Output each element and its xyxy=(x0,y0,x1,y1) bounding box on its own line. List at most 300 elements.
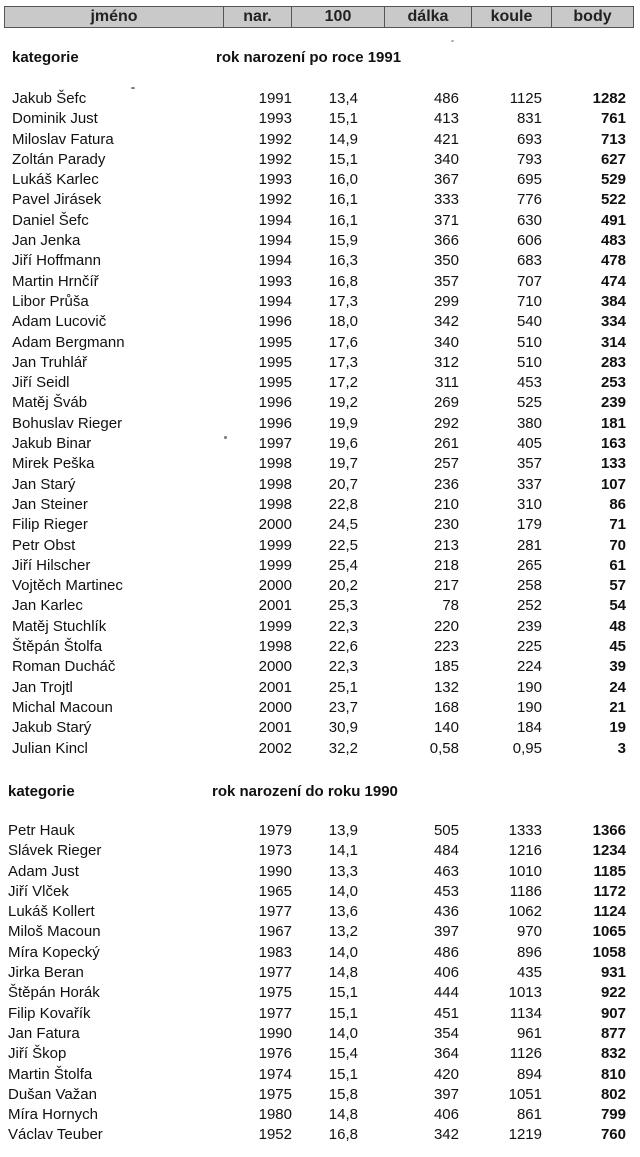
points-total: 799 xyxy=(600,1106,626,1124)
athlete-name: Míra Hornych xyxy=(8,1106,99,1124)
shot-put-value: 1134 xyxy=(509,1004,542,1022)
birth-year: 1994 xyxy=(258,252,292,270)
scan-speck xyxy=(224,436,227,439)
points-total: 478 xyxy=(600,252,626,270)
long-jump-value: 236 xyxy=(433,475,459,493)
athlete-name: Jan Steiner xyxy=(12,495,88,513)
table-row xyxy=(0,1066,640,1086)
sprint-time: 25,1 xyxy=(328,678,358,696)
sprint-time: 19,9 xyxy=(328,414,358,432)
birth-year: 1999 xyxy=(258,556,292,574)
birth-year: 1998 xyxy=(258,638,292,656)
athlete-name: Jan Starý xyxy=(12,475,76,493)
table-row xyxy=(0,557,640,577)
athlete-name: Míra Kopecký xyxy=(8,943,100,961)
shot-put-value: 793 xyxy=(516,150,542,168)
points-total: 86 xyxy=(609,495,626,513)
athlete-name: Roman Ducháč xyxy=(12,658,116,676)
table-row xyxy=(0,964,640,984)
long-jump-value: 421 xyxy=(433,130,459,148)
header-100m: 100 xyxy=(292,6,385,28)
long-jump-value: 397 xyxy=(433,923,459,941)
points-total: 1172 xyxy=(593,882,626,900)
birth-year: 2000 xyxy=(258,698,292,716)
shot-put-value: 510 xyxy=(516,353,542,371)
shot-put-value: 695 xyxy=(516,171,542,189)
athlete-name: Štěpán Horák xyxy=(8,984,100,1002)
birth-year: 2000 xyxy=(258,577,292,595)
long-jump-value: 0,58 xyxy=(429,739,459,757)
birth-year: 1995 xyxy=(258,374,292,392)
table-row xyxy=(0,658,640,678)
sprint-time: 15,1 xyxy=(328,150,358,168)
sprint-time: 24,5 xyxy=(328,516,358,534)
sprint-time: 17,3 xyxy=(328,292,358,310)
points-total: 1282 xyxy=(592,90,626,107)
shot-put-value: 1216 xyxy=(508,842,542,860)
sprint-time: 15,1 xyxy=(328,1004,358,1022)
athlete-name: Štěpán Štolfa xyxy=(12,638,103,656)
birth-year: 1990 xyxy=(258,862,292,880)
points-total: 253 xyxy=(600,374,626,392)
shot-put-value: 252 xyxy=(516,597,542,615)
long-jump-value: 311 xyxy=(435,374,459,392)
athlete-name: Václav Teuber xyxy=(8,1126,103,1144)
sprint-time: 13,2 xyxy=(328,923,358,941)
table-row xyxy=(0,923,640,943)
table-row xyxy=(0,984,640,1004)
table-row xyxy=(0,476,640,496)
shot-put-value: 776 xyxy=(516,191,542,209)
points-total: 922 xyxy=(600,984,626,1002)
shot-put-value: 1219 xyxy=(508,1126,542,1144)
table-row xyxy=(0,1045,640,1065)
long-jump-value: 354 xyxy=(433,1024,459,1042)
athlete-name: Martin Hrnčíř xyxy=(12,272,99,290)
shot-put-value: 310 xyxy=(516,495,542,513)
points-total: 522 xyxy=(600,191,626,209)
birth-year: 1977 xyxy=(258,964,292,982)
shot-put-value: 435 xyxy=(516,964,542,982)
points-total: 57 xyxy=(609,577,626,595)
table-row xyxy=(0,537,640,557)
shot-put-value: 357 xyxy=(516,455,542,473)
points-total: 19 xyxy=(609,719,626,737)
birth-year: 1991 xyxy=(258,90,292,107)
shot-put-value: 1333 xyxy=(508,822,542,839)
long-jump-value: 406 xyxy=(433,1106,459,1124)
long-jump-value: 333 xyxy=(433,191,459,209)
points-total: 384 xyxy=(600,292,626,310)
long-jump-value: 342 xyxy=(433,313,459,331)
sprint-time: 22,6 xyxy=(328,638,358,656)
athlete-name: Jan Karlec xyxy=(12,597,83,615)
points-total: 48 xyxy=(609,617,626,635)
birth-year: 1994 xyxy=(258,232,292,250)
athlete-name: Jakub Šefc xyxy=(12,90,87,107)
header-name: jméno xyxy=(4,6,224,28)
long-jump-value: 436 xyxy=(433,903,459,921)
birth-year: 1993 xyxy=(258,272,292,290)
table-row xyxy=(0,1126,640,1146)
sprint-time: 17,2 xyxy=(328,374,358,392)
long-jump-value: 364 xyxy=(433,1045,459,1063)
table-row xyxy=(0,618,640,638)
shot-put-value: 380 xyxy=(516,414,542,432)
points-total: 61 xyxy=(609,556,626,574)
athlete-name: Jan Jenka xyxy=(12,232,81,250)
birth-year: 1975 xyxy=(258,1085,292,1103)
long-jump-value: 357 xyxy=(433,272,459,290)
long-jump-value: 366 xyxy=(433,232,459,250)
shot-put-value: 630 xyxy=(516,211,542,229)
points-total: 3 xyxy=(617,739,626,757)
table-row xyxy=(0,903,640,923)
shot-put-value: 179 xyxy=(516,516,542,534)
points-total: 54 xyxy=(609,597,626,615)
long-jump-value: 78 xyxy=(442,597,459,615)
athlete-name: Jirka Beran xyxy=(8,964,84,982)
birth-year: 1994 xyxy=(258,211,292,229)
long-jump-value: 451 xyxy=(433,1004,459,1022)
sprint-time: 13,6 xyxy=(328,903,358,921)
table-row xyxy=(0,415,640,435)
table-header xyxy=(4,6,634,28)
shot-put-value: 693 xyxy=(516,130,542,148)
table-row xyxy=(0,293,640,313)
points-total: 761 xyxy=(600,110,626,128)
athlete-name: Jiří Hoffmann xyxy=(12,252,101,270)
sprint-time: 25,4 xyxy=(328,556,358,574)
athlete-name: Adam Lucovič xyxy=(12,313,107,331)
birth-year: 2002 xyxy=(258,739,292,757)
sprint-time: 14,0 xyxy=(328,943,358,961)
long-jump-value: 312 xyxy=(433,353,459,371)
long-jump-value: 463 xyxy=(433,862,459,880)
long-jump-value: 217 xyxy=(433,577,459,595)
sprint-time: 19,6 xyxy=(328,435,358,453)
points-total: 1065 xyxy=(592,923,626,941)
birth-year: 1977 xyxy=(258,903,292,921)
table-row xyxy=(0,1025,640,1045)
long-jump-value: 505 xyxy=(433,822,459,839)
athlete-name: Mirek Peška xyxy=(12,455,95,473)
long-jump-value: 257 xyxy=(433,455,459,473)
table-row xyxy=(0,1005,640,1025)
table-row xyxy=(0,212,640,232)
points-total: 45 xyxy=(609,638,626,656)
points-total: 71 xyxy=(609,516,626,534)
long-jump-value: 140 xyxy=(433,719,459,737)
table-row xyxy=(0,171,640,191)
birth-year: 1990 xyxy=(258,1024,292,1042)
shot-put-value: 225 xyxy=(516,638,542,656)
sprint-time: 20,2 xyxy=(328,577,358,595)
sprint-time: 13,9 xyxy=(328,822,358,839)
athlete-name: Dušan Važan xyxy=(8,1085,97,1103)
points-total: 491 xyxy=(600,211,626,229)
points-total: 1185 xyxy=(593,862,626,880)
shot-put-value: 190 xyxy=(516,678,542,696)
shot-put-value: 405 xyxy=(516,435,542,453)
points-total: 760 xyxy=(600,1126,626,1144)
birth-year: 1979 xyxy=(258,822,292,839)
points-total: 810 xyxy=(600,1065,626,1083)
points-total: 907 xyxy=(600,1004,626,1022)
points-total: 181 xyxy=(600,414,626,432)
athlete-name: Adam Bergmann xyxy=(12,333,125,351)
shot-put-value: 258 xyxy=(516,577,542,595)
long-jump-value: 484 xyxy=(433,842,459,860)
header-born: nar. xyxy=(224,6,292,28)
birth-year: 1967 xyxy=(258,923,292,941)
header-shot-put: koule xyxy=(472,6,552,28)
sprint-time: 16,1 xyxy=(328,211,358,229)
birth-year: 1992 xyxy=(258,150,292,168)
table-row xyxy=(0,842,640,862)
long-jump-value: 486 xyxy=(433,943,459,961)
points-total: 24 xyxy=(609,678,626,696)
shot-put-value: 1013 xyxy=(508,984,542,1002)
points-total: 627 xyxy=(600,150,626,168)
birth-year: 1976 xyxy=(258,1045,292,1063)
sprint-time: 14,8 xyxy=(328,964,358,982)
birth-year: 2000 xyxy=(258,658,292,676)
long-jump-value: 406 xyxy=(433,964,459,982)
shot-put-value: 1125 xyxy=(509,90,542,107)
sprint-time: 13,3 xyxy=(328,862,358,880)
shot-put-value: 190 xyxy=(516,698,542,716)
section2-category-label: kategorie xyxy=(8,783,75,800)
header-points: body xyxy=(552,6,634,28)
birth-year: 1993 xyxy=(258,171,292,189)
sprint-time: 16,3 xyxy=(328,252,358,270)
sprint-time: 19,2 xyxy=(328,394,358,412)
athlete-name: Jan Truhlář xyxy=(12,353,88,371)
long-jump-value: 218 xyxy=(433,556,459,574)
shot-put-value: 831 xyxy=(516,110,542,128)
table-row xyxy=(0,719,640,739)
shot-put-value: 683 xyxy=(516,252,542,270)
sprint-time: 25,3 xyxy=(328,597,358,615)
sprint-time: 20,7 xyxy=(328,475,358,493)
section1-category-label: kategorie xyxy=(12,49,79,66)
long-jump-value: 444 xyxy=(433,984,459,1002)
table-row xyxy=(0,597,640,617)
sprint-time: 18,0 xyxy=(328,313,358,331)
athlete-name: Dominik Just xyxy=(12,110,98,128)
athlete-name: Filip Rieger xyxy=(12,516,88,534)
sprint-time: 23,7 xyxy=(328,698,358,716)
birth-year: 1997 xyxy=(258,435,292,453)
sprint-time: 15,1 xyxy=(328,110,358,128)
points-total: 283 xyxy=(600,353,626,371)
birth-year: 1999 xyxy=(258,617,292,635)
table-row xyxy=(0,191,640,211)
long-jump-value: 420 xyxy=(433,1065,459,1083)
birth-year: 1977 xyxy=(258,1004,292,1022)
scan-speck xyxy=(451,40,454,42)
points-total: 931 xyxy=(600,964,626,982)
sprint-time: 32,2 xyxy=(328,739,358,757)
table-row xyxy=(0,1106,640,1126)
shot-put-value: 707 xyxy=(516,272,542,290)
long-jump-value: 350 xyxy=(433,252,459,270)
sprint-time: 16,1 xyxy=(328,191,358,209)
long-jump-value: 168 xyxy=(433,698,459,716)
table-row xyxy=(0,679,640,699)
birth-year: 1996 xyxy=(258,394,292,412)
table-row xyxy=(0,435,640,455)
athlete-name: Vojtěch Martinec xyxy=(12,577,123,595)
table-row xyxy=(0,577,640,597)
table-row xyxy=(0,110,640,130)
points-total: 474 xyxy=(600,272,626,290)
athlete-name: Jiří Seidl xyxy=(12,374,70,392)
birth-year: 2000 xyxy=(258,516,292,534)
sprint-time: 17,3 xyxy=(328,353,358,371)
birth-year: 1973 xyxy=(258,842,292,860)
long-jump-value: 261 xyxy=(433,435,459,453)
sprint-time: 17,6 xyxy=(328,333,358,351)
athlete-name: Miloslav Fatura xyxy=(12,130,114,148)
shot-put-value: 1062 xyxy=(508,903,542,921)
points-total: 1058 xyxy=(592,943,626,961)
long-jump-value: 453 xyxy=(433,882,459,900)
athlete-name: Jan Trojtl xyxy=(12,678,73,696)
sprint-time: 14,0 xyxy=(328,1024,358,1042)
athlete-name: Martin Štolfa xyxy=(8,1065,93,1083)
shot-put-value: 184 xyxy=(516,719,542,737)
points-total: 133 xyxy=(600,455,626,473)
table-row xyxy=(0,354,640,374)
shot-put-value: 224 xyxy=(516,658,542,676)
sprint-time: 15,1 xyxy=(328,1065,358,1083)
birth-year: 1992 xyxy=(258,191,292,209)
long-jump-value: 185 xyxy=(433,658,459,676)
long-jump-value: 132 xyxy=(433,678,459,696)
shot-put-value: 961 xyxy=(516,1024,542,1042)
athlete-name: Slávek Rieger xyxy=(8,842,102,860)
table-row xyxy=(0,740,640,760)
birth-year: 1999 xyxy=(258,536,292,554)
long-jump-value: 213 xyxy=(433,536,459,554)
section1-title: rok narození po roce 1991 xyxy=(216,49,402,66)
points-total: 483 xyxy=(600,232,626,250)
table-row xyxy=(0,883,640,903)
points-total: 21 xyxy=(609,698,626,716)
long-jump-value: 210 xyxy=(433,495,459,513)
long-jump-value: 269 xyxy=(433,394,459,412)
long-jump-value: 486 xyxy=(433,90,459,107)
birth-year: 1983 xyxy=(258,943,292,961)
sprint-time: 22,3 xyxy=(328,617,358,635)
sprint-time: 13,4 xyxy=(328,90,358,107)
shot-put-value: 453 xyxy=(516,374,542,392)
athlete-name: Jiří Hilscher xyxy=(12,556,91,574)
header-long-jump: dálka xyxy=(385,6,472,28)
table-row xyxy=(0,151,640,171)
shot-put-value: 525 xyxy=(516,394,542,412)
athlete-name: Adam Just xyxy=(8,862,79,880)
table-row xyxy=(0,374,640,394)
table-row xyxy=(0,863,640,883)
points-total: 334 xyxy=(600,313,626,331)
sprint-time: 14,0 xyxy=(328,882,358,900)
athlete-name: Matěj Šváb xyxy=(12,394,88,412)
table-row xyxy=(0,638,640,658)
shot-put-value: 970 xyxy=(516,923,542,941)
long-jump-value: 371 xyxy=(433,211,459,229)
section1-results xyxy=(0,90,640,760)
birth-year: 1952 xyxy=(258,1126,292,1144)
table-row xyxy=(0,90,640,110)
shot-put-value: 894 xyxy=(516,1065,542,1083)
shot-put-value: 510 xyxy=(516,333,542,351)
points-total: 39 xyxy=(609,658,626,676)
shot-put-value: 1010 xyxy=(508,862,542,880)
points-total: 832 xyxy=(600,1045,626,1063)
sprint-time: 22,5 xyxy=(328,536,358,554)
sprint-time: 22,8 xyxy=(328,495,358,513)
shot-put-value: 540 xyxy=(516,313,542,331)
shot-put-value: 0,95 xyxy=(512,739,542,757)
table-row xyxy=(0,232,640,252)
long-jump-value: 342 xyxy=(433,1126,459,1144)
table-row xyxy=(0,944,640,964)
table-row xyxy=(0,394,640,414)
shot-put-value: 239 xyxy=(516,617,542,635)
shot-put-value: 1051 xyxy=(508,1085,542,1103)
points-total: 802 xyxy=(600,1085,626,1103)
athlete-name: Petr Obst xyxy=(12,536,76,554)
long-jump-value: 413 xyxy=(433,110,459,128)
sprint-time: 15,8 xyxy=(328,1085,358,1103)
table-row xyxy=(0,1086,640,1106)
shot-put-value: 1126 xyxy=(509,1045,542,1063)
sprint-time: 16,8 xyxy=(328,272,358,290)
birth-year: 1995 xyxy=(258,333,292,351)
athlete-name: Jan Fatura xyxy=(8,1024,80,1042)
points-total: 877 xyxy=(600,1024,626,1042)
long-jump-value: 340 xyxy=(433,333,459,351)
points-total: 163 xyxy=(600,435,626,453)
shot-put-value: 896 xyxy=(516,943,542,961)
table-row xyxy=(0,516,640,536)
sprint-time: 14,9 xyxy=(328,130,358,148)
points-total: 1124 xyxy=(593,903,626,921)
athlete-name: Matěj Stuchlík xyxy=(12,617,107,635)
athlete-name: Jiří Vlček xyxy=(8,882,69,900)
birth-year: 1980 xyxy=(258,1106,292,1124)
birth-year: 2001 xyxy=(258,678,292,696)
birth-year: 1998 xyxy=(258,475,292,493)
long-jump-value: 340 xyxy=(433,150,459,168)
sprint-time: 16,0 xyxy=(328,171,358,189)
athlete-name: Julian Kincl xyxy=(12,739,88,757)
birth-year: 2001 xyxy=(258,719,292,737)
athlete-name: Libor Průša xyxy=(12,292,89,310)
points-total: 713 xyxy=(600,130,626,148)
scan-speck xyxy=(131,87,135,89)
birth-year: 1974 xyxy=(258,1065,292,1083)
points-total: 70 xyxy=(609,536,626,554)
long-jump-value: 299 xyxy=(433,292,459,310)
table-row xyxy=(0,822,640,842)
long-jump-value: 292 xyxy=(433,414,459,432)
athlete-name: Filip Kovařík xyxy=(8,1004,91,1022)
shot-put-value: 281 xyxy=(516,536,542,554)
